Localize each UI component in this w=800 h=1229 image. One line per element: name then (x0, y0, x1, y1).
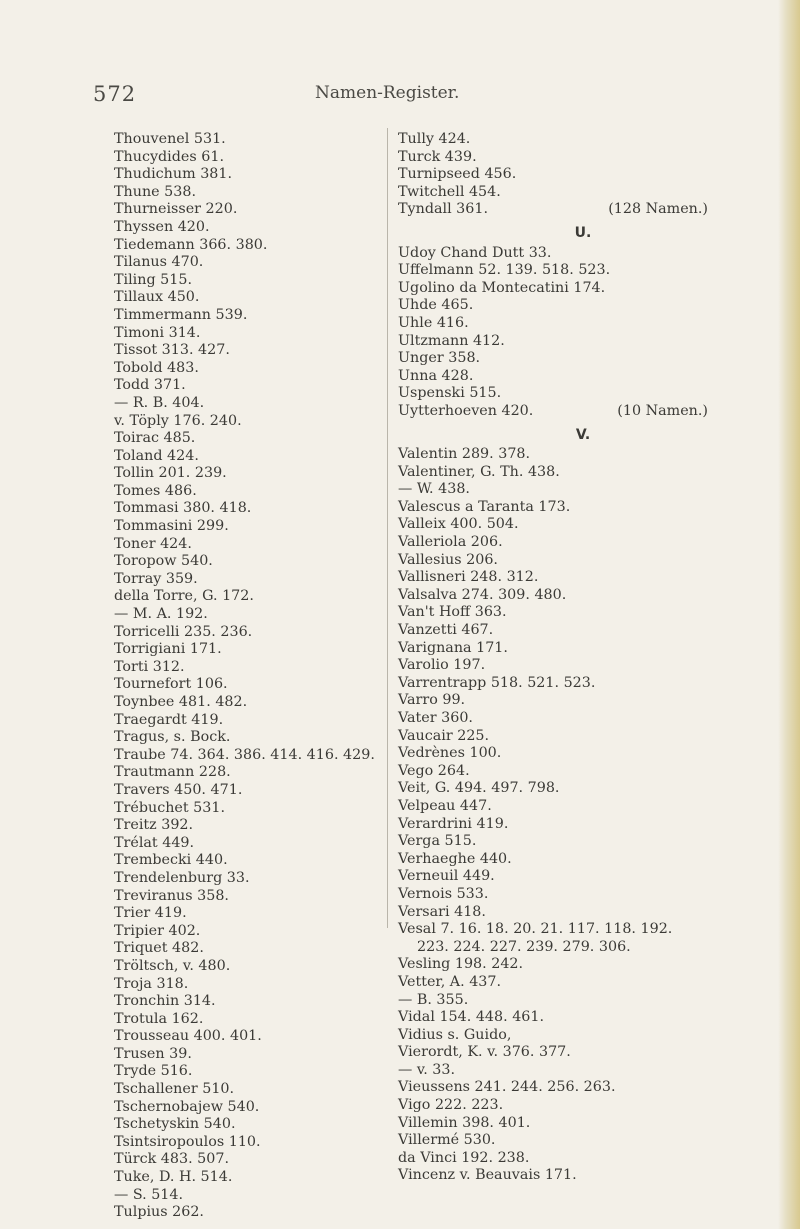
index-entry: v. Töply 176. 240. (114, 412, 242, 429)
index-entry: Thyssen 420. (114, 218, 210, 235)
running-head-title: Namen-Register. (315, 83, 460, 103)
index-entry: Toynbee 481. 482. (114, 694, 248, 710)
index-entry: Tronchin 314. (114, 993, 216, 1010)
index-entry: Triquet 482. (114, 940, 204, 957)
index-entry: Varro 99. (398, 692, 466, 709)
index-entry: Trousseau 400. 401. (114, 1028, 262, 1045)
index-entry: Veit, G. 494. 497. 798. (398, 780, 560, 797)
index-entry: Unna 428. (398, 367, 474, 384)
index-entry-continuation: 223. 224. 227. 239. 279. 306. (417, 938, 631, 955)
index-entry: Vierordt, K. v. 376. 377. (398, 1044, 571, 1061)
index-entry: Verneuil 449. (398, 868, 495, 885)
index-entry: Tschetyskin 540. (114, 1116, 236, 1133)
index-entry: Tryde 516. (114, 1063, 193, 1080)
index-entry: Uspenski 515. (398, 385, 502, 402)
index-entry: Trusen 39. (114, 1045, 192, 1062)
index-entry: Valsalva 274. 309. 480. (398, 586, 567, 603)
index-entry: Villemin 398. 401. (398, 1114, 531, 1131)
section-letter-u: U. (574, 224, 592, 241)
index-entry: Uffelmann 52. 139. 518. 523. (398, 262, 611, 279)
index-entry: Trotula 162. (114, 1010, 204, 1027)
index-entry: Vernois 533. (398, 885, 489, 902)
index-entry: Timmermann 539. (114, 306, 248, 323)
index-entry: — W. 438. (398, 481, 470, 498)
index-entry: Travers 450. 471. (114, 781, 243, 798)
index-entry: Uhde 465. (398, 297, 474, 314)
index-entry: Varrentrapp 518. 521. 523. (398, 674, 596, 691)
index-entry: Valescus a Taranta 173. (398, 498, 571, 515)
index-entry: Tully 424. (398, 131, 471, 147)
index-entry: Van't Hoff 363. (398, 604, 507, 621)
index-entry: Thune 538. (114, 183, 196, 200)
index-entry: Tilanus 470. (114, 254, 204, 271)
index-entry: Torray 359. (114, 570, 198, 587)
index-entry: Vaucair 225. (398, 727, 490, 744)
index-entry: Thouvenel 531. (114, 131, 226, 147)
index-entry: Tschallener 510. (114, 1081, 235, 1098)
index-entry: Verardrini 419. (398, 815, 509, 832)
index-entry: Tiedemann 366. 380. (114, 236, 268, 253)
page-number: 572 (93, 82, 137, 106)
index-entry: Vesal 7. 16. 18. 20. 21. 117. 118. 192. (398, 921, 673, 938)
index-entry: Valentiner, G. Th. 438. (398, 463, 560, 480)
index-entry: Villermé 530. (398, 1132, 496, 1149)
column-divider (387, 128, 388, 928)
index-entry: Thurneisser 220. (114, 201, 238, 218)
index-entry: Vallesius 206. (398, 551, 498, 568)
u-name-count: (10 Namen.) (617, 402, 708, 419)
index-entry: Vallisneri 248. 312. (398, 569, 539, 586)
index-entry: Trembecki 440. (114, 852, 228, 869)
left-column (114, 131, 379, 1222)
index-entry: Todd 371. (114, 377, 186, 394)
index-entry: Tyndall 361. (398, 201, 489, 218)
index-entry: Tschernobajew 540. (114, 1098, 260, 1115)
index-entry: Timoni 314. (114, 324, 201, 341)
index-entry: Valleix 400. 504. (398, 516, 519, 533)
index-entry: Türck 483. 507. (114, 1151, 230, 1168)
index-entry: Versari 418. (398, 903, 486, 920)
index-entry: — S. 514. (114, 1186, 184, 1203)
index-entry: Vego 264. (398, 762, 470, 779)
index-entry: Traube 74. 364. 386. 414. 416. 429. (114, 746, 375, 763)
u-last-row (398, 403, 708, 421)
u-entries-list (398, 245, 708, 403)
t-name-count: (128 Namen.) (608, 201, 708, 218)
index-entry: Trier 419. (114, 905, 187, 922)
index-entry: Turck 439. (398, 148, 477, 165)
index-entry: Tommasini 299. (114, 518, 229, 535)
index-entry: Toropow 540. (114, 553, 213, 570)
index-entry: Vanzetti 467. (398, 622, 494, 639)
index-entry: Tillaux 450. (114, 289, 200, 306)
index-entry: Tomes 486. (114, 482, 197, 499)
index-entry: Vesling 198. 242. (398, 956, 524, 973)
index-entry: Valleriola 206. (398, 534, 503, 551)
page-edge-shadow (778, 0, 800, 1229)
index-entry: Vincenz v. Beauvais 171. (398, 1167, 577, 1184)
index-entry: — M. A. 192. (114, 606, 208, 623)
index-entry: Trébuchet 531. (114, 799, 225, 816)
index-entry: Tommasi 380. 418. (114, 500, 252, 517)
index-entry: Trélat 449. (114, 834, 195, 851)
index-entry: Thucydides 61. (114, 148, 224, 165)
index-entry: Tulpius 262. (114, 1204, 204, 1221)
index-entry: Verga 515. (398, 833, 477, 850)
index-entry: Velpeau 447. (398, 797, 492, 814)
index-entry: Tuke, D. H. 514. (114, 1169, 233, 1186)
index-entry: Treviranus 358. (114, 887, 229, 904)
index-entry: Toland 424. (114, 447, 199, 464)
index-entry: Udoy Chand Dutt 33. (398, 244, 552, 261)
index-entry: Tsintsiropoulos 110. (114, 1133, 261, 1150)
index-entry: Turnipseed 456. (398, 166, 517, 183)
index-entry: Twitchell 454. (398, 183, 501, 200)
index-entry: Trendelenburg 33. (114, 869, 250, 886)
index-entry: Vetter, A. 437. (398, 973, 502, 990)
index-entry: Tissot 313. 427. (114, 342, 230, 359)
right-column (398, 131, 708, 1185)
index-entry: Traegardt 419. (114, 711, 224, 728)
index-entry: Treitz 392. (114, 817, 194, 834)
index-entry: Vidius s. Guido, (398, 1026, 512, 1043)
index-entry: Vidal 154. 448. 461. (398, 1009, 545, 1026)
index-entry: Valentin 289. 378. (398, 446, 531, 463)
index-entry: Varignana 171. (398, 639, 508, 656)
index-entry: Verhaeghe 440. (398, 850, 512, 867)
index-entry: — R. B. 404. (114, 394, 205, 411)
index-entry: della Torre, G. 172. (114, 588, 254, 605)
index-entry: — B. 355. (398, 991, 469, 1008)
index-entry: — v. 33. (398, 1061, 456, 1078)
index-entry: Torti 312. (114, 658, 185, 675)
index-entry: Vieussens 241. 244. 256. 263. (398, 1079, 616, 1096)
index-entry: Tobold 483. (114, 359, 199, 376)
index-entry: Tiling 515. (114, 271, 192, 288)
t-entries-list (398, 131, 708, 201)
index-entry: Tragus, s. Bock. (114, 729, 231, 746)
v-entries-list (398, 446, 708, 939)
index-entry: Toner 424. (114, 535, 192, 552)
index-entry: Torricelli 235. 236. (114, 623, 253, 640)
index-entry: da Vinci 192. 238. (398, 1149, 530, 1166)
index-entry: Vater 360. (398, 710, 473, 726)
index-entry: Torrigiani 171. (114, 641, 222, 658)
index-entry: Trautmann 228. (114, 764, 231, 781)
index-entry: Uytterhoeven 420. (398, 402, 534, 419)
index-entry: Tröltsch, v. 480. (114, 957, 231, 974)
index-entry: Tripier 402. (114, 922, 201, 939)
index-entry: Toirac 485. (114, 430, 196, 447)
index-entry: Ultzmann 412. (398, 332, 505, 349)
index-entry: Troja 318. (114, 975, 189, 992)
index-entry: Vedrènes 100. (398, 745, 502, 762)
section-letter-v: V. (575, 426, 591, 443)
index-entry: Ugolino da Montecatini 174. (398, 279, 606, 296)
t-last-row (398, 201, 708, 219)
index-entry: Tournefort 106. (114, 676, 228, 693)
index-entry: Tollin 201. 239. (114, 465, 227, 482)
index-entry: Thudichum 381. (114, 166, 233, 183)
index-entry: Vigo 222. 223. (398, 1097, 504, 1114)
index-entry: Uhle 416. (398, 314, 469, 331)
v-entries-list-2 (398, 956, 708, 1185)
index-entry: Varolio 197. (398, 657, 486, 674)
index-entry: Unger 358. (398, 350, 481, 367)
